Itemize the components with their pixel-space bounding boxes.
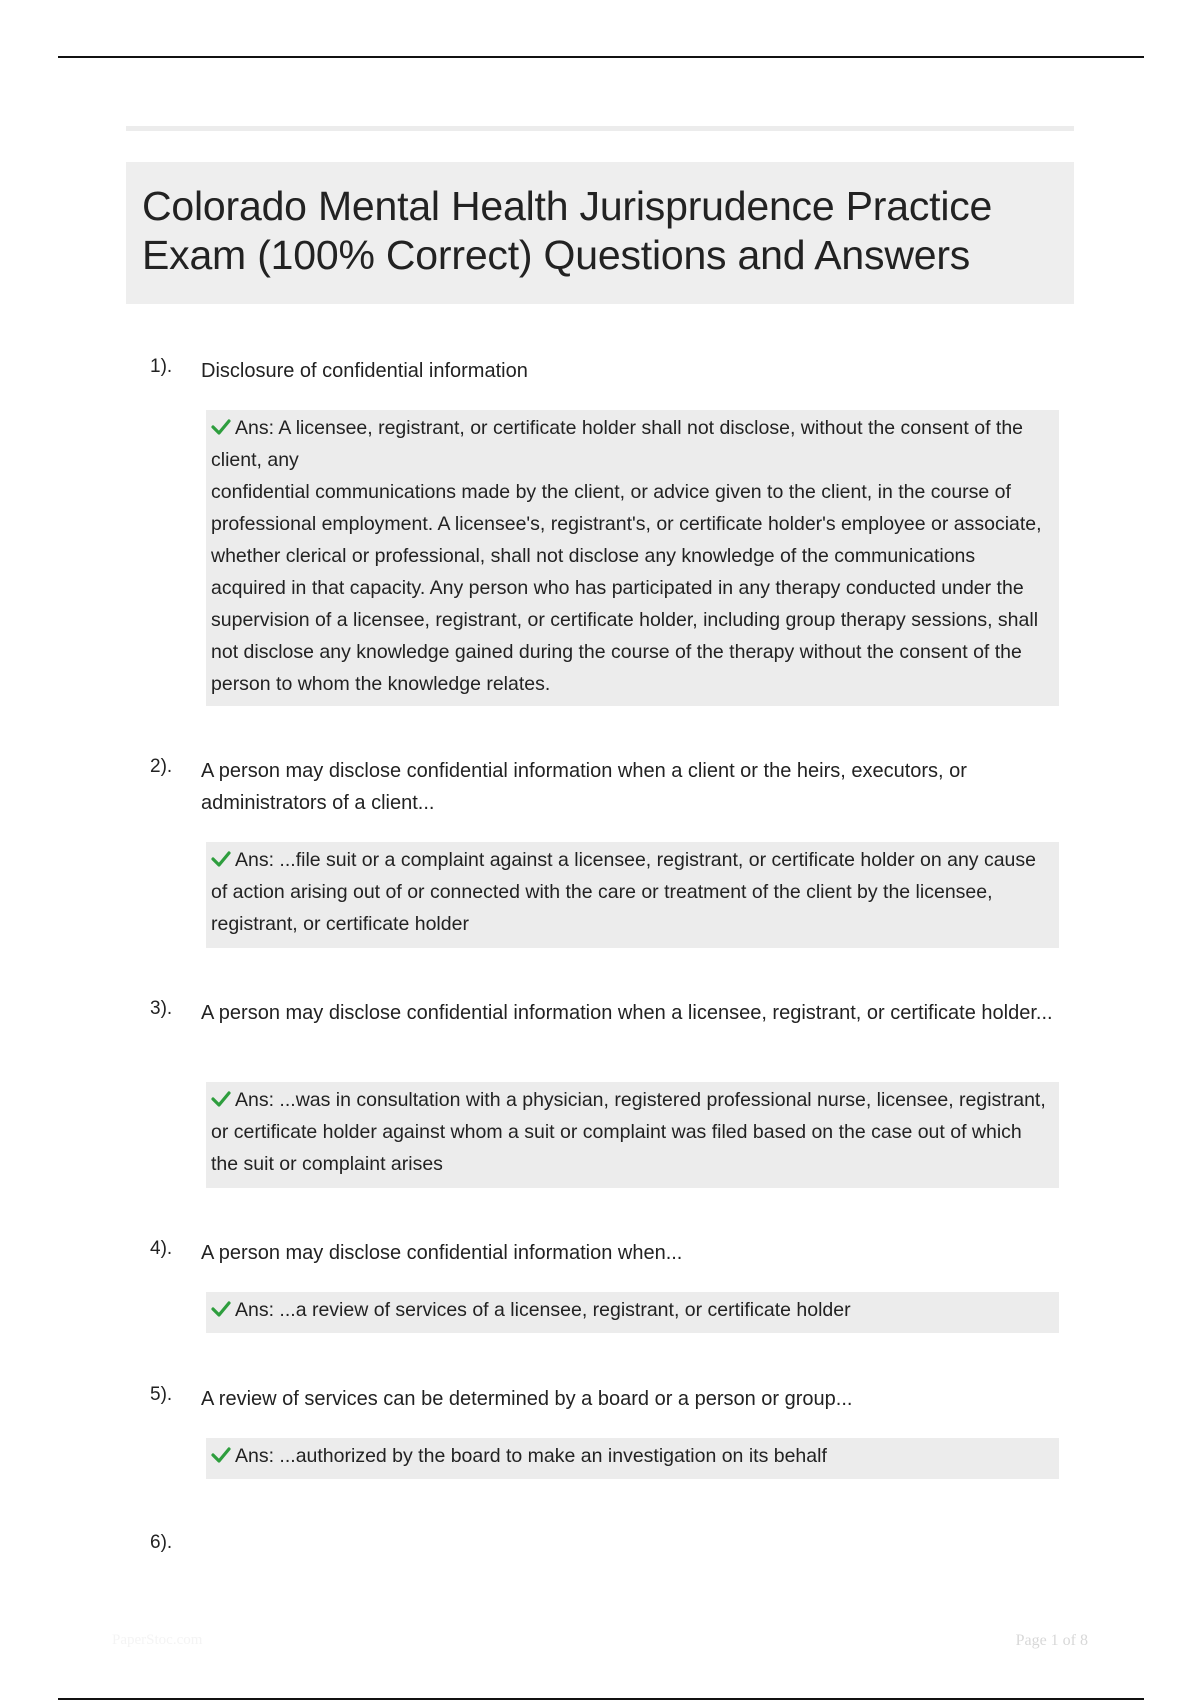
answer-box	[206, 1292, 1059, 1333]
checkmark-icon	[211, 1446, 231, 1464]
checkmark-icon	[211, 1090, 231, 1108]
question-text: A review of services can be determined by a board or a person or group...	[201, 1388, 853, 1410]
question-number: 2).	[150, 756, 173, 777]
title-banner	[126, 162, 1074, 304]
answer-box	[206, 1438, 1059, 1479]
answer-box	[206, 842, 1059, 948]
question-text: A person may disclose confidential information when a licensee, registrant, or certificate holder...	[201, 1002, 1053, 1024]
footer-watermark: PaperStoc.com	[112, 1632, 203, 1648]
checkmark-icon	[211, 1300, 231, 1318]
top-divider	[58, 56, 1144, 58]
answer-text: Ans: A licensee, registrant, or certificate holder shall not disclose, without the consent of the client, any confidential communications made by the client, or advice given to the client, in the course of professional employment. A licensee's, registrant's, or certificate holder's employee or associate, whether clerical or professional, shall not disclose any knowledge of the communications acquired in that capacity. Any person who has participated in any therapy conducted under the supervision of a licensee, registrant, or certificate holder, including group therapy sessions, shall not disclose any knowledge gained during the course of the therapy without the consent of the person to whom the knowledge relates.	[211, 417, 1042, 695]
answer-text: Ans: ...file suit or a complaint against a licensee, registrant, or certificate holder on any cause of action arising out of or connected with the care or treatment of the client by the licensee, registrant, or certificate holder	[211, 849, 1036, 935]
question-text: A person may disclose confidential information when...	[201, 1242, 683, 1264]
question-number: 4).	[150, 1238, 173, 1259]
question-text: A person may disclose confidential information when a client or the heirs, executors, or administrators of a client...	[201, 760, 967, 814]
header-separator	[126, 126, 1074, 131]
answer-text: Ans: ...a review of services of a licensee, registrant, or certificate holder	[235, 1299, 851, 1321]
question-text: Disclosure of confidential information	[201, 360, 528, 382]
document-title: Colorado Mental Health Jurisprudence Practice Exam (100% Correct) Questions and Answers	[142, 183, 993, 278]
question-number: 6).	[150, 1532, 173, 1553]
question-number: 5).	[150, 1384, 173, 1405]
checkmark-icon	[211, 418, 231, 436]
checkmark-icon	[211, 850, 231, 868]
question-number: 1).	[150, 356, 173, 377]
question-number: 3).	[150, 998, 173, 1019]
answer-box	[206, 1082, 1059, 1188]
answer-text: Ans: ...was in consultation with a physician, registered professional nurse, licensee, registrant, or certificate holder against whom a suit or complaint was filed based on the case out of which the suit or complaint arises	[211, 1089, 1046, 1175]
answer-text: Ans: ...authorized by the board to make an investigation on its behalf	[235, 1445, 827, 1467]
answer-box	[206, 410, 1059, 706]
page-indicator: Page 1 of 8	[1015, 1632, 1088, 1649]
